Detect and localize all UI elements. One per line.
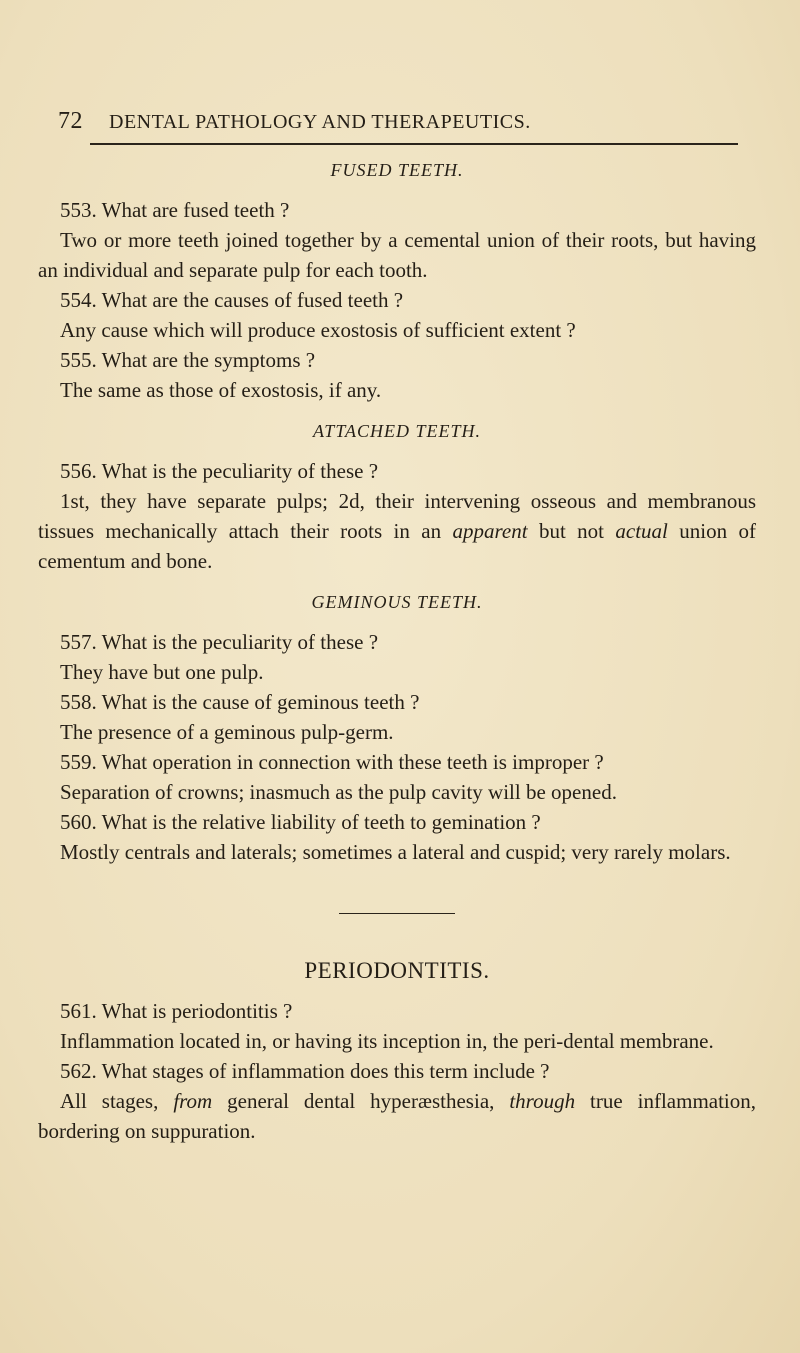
answer-554: Any cause which will produce exostosis of sufficient extent ?	[60, 318, 576, 342]
question-557: 557. What is the peculiarity of these ?	[60, 630, 379, 654]
running-header	[58, 108, 738, 135]
section-title-fused-teeth: FUSED TEETH.	[330, 160, 464, 180]
question-554: 554. What are the causes of fused teeth ?	[60, 288, 404, 312]
answer-562-end: true inflammation, bordering on suppuration.	[38, 1089, 757, 1143]
question-562: 562. What stages of inflammation does this term include ?	[60, 1059, 550, 1083]
section-title-geminous-teeth: GEMINOUS TEETH.	[311, 592, 483, 612]
answer-556-actual: actual	[615, 519, 668, 543]
answer-558: The presence of a geminous pulp-germ.	[60, 720, 394, 744]
page-body	[38, 160, 756, 1146]
answer-556-apparent: apparent	[452, 519, 528, 543]
question-555: 555. What are the symptoms ?	[60, 348, 316, 372]
question-560: 560. What is the relative liability of teeth to gemination ?	[60, 810, 541, 834]
answer-560: Mostly centrals and laterals; sometimes a lateral and cuspid; very rarely molars.	[60, 840, 731, 864]
answer-556-mid: but not	[527, 519, 616, 543]
answer-562-mid: general dental hyperæsthesia,	[212, 1089, 510, 1113]
answer-562-start: All stages,	[60, 1089, 174, 1113]
question-558: 558. What is the cause of geminous teeth ?	[60, 690, 420, 714]
page-number: 72	[58, 108, 83, 134]
answer-553: Two or more teeth joined together by a cemental union of their roots, but having an individual and separate pulp for each tooth.	[38, 228, 756, 282]
running-title: DENTAL PATHOLOGY AND THERAPEUTICS.	[109, 111, 531, 133]
answer-556	[38, 486, 756, 576]
question-556: 556. What is the peculiarity of these ?	[60, 459, 379, 483]
header-rule	[90, 143, 738, 145]
question-559: 559. What operation in connection with these teeth is improper ?	[60, 750, 604, 774]
section-title-periodontitis: PERIODONTITIS.	[304, 958, 490, 983]
answer-557: They have but one pulp.	[60, 660, 264, 684]
answer-556-end: union of cementum and bone.	[38, 519, 757, 573]
section-title-attached-teeth: ATTACHED TEETH.	[312, 421, 482, 441]
answer-559: Separation of crowns; inasmuch as the pulp cavity will be opened.	[60, 780, 617, 804]
question-561: 561. What is periodontitis ?	[60, 999, 293, 1023]
answer-562-through: through	[509, 1089, 576, 1113]
section-divider	[339, 913, 455, 914]
answer-556-start: 1st, they have separate pulps; 2d, their intervening osseous and membranous tissues mechanically attach their roots in an	[38, 489, 756, 543]
question-553: 553. What are fused teeth ?	[60, 198, 290, 222]
answer-562-from: from	[173, 1089, 213, 1113]
answer-555: The same as those of exostosis, if any.	[60, 378, 382, 402]
answer-561: Inflammation located in, or having its inception in, the peri-dental membrane.	[60, 1029, 714, 1053]
answer-562	[38, 1086, 756, 1146]
